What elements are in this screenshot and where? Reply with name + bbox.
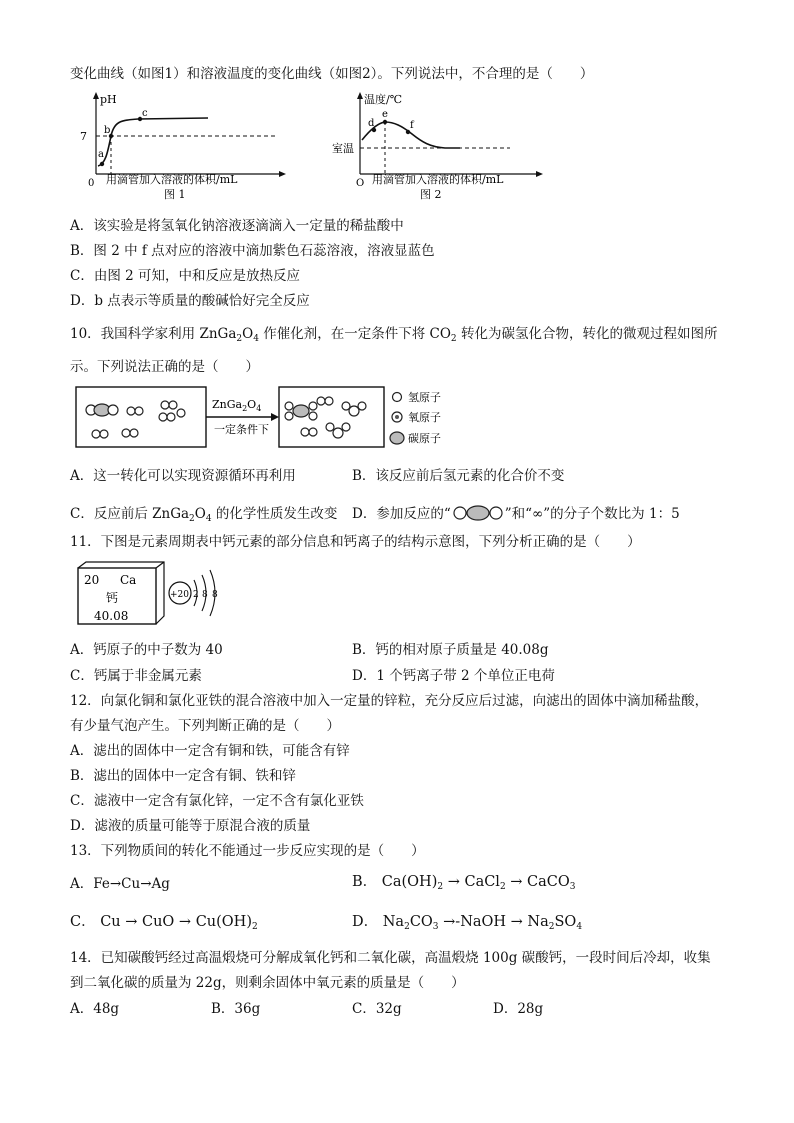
q9-option-b: B．图 2 中 f 点对应的溶液中滴加紫色石蕊溶液，溶液显蓝色: [70, 243, 435, 259]
fig2-origin: O: [356, 178, 365, 189]
shell-3: 8: [212, 590, 218, 600]
q11-option-a: A．钙原子的中子数为 40: [70, 642, 223, 658]
question-intro: 变化曲线（如图1）和溶液温度的变化曲线（如图2）。下列说法中，不合理的是（ ）: [70, 66, 594, 82]
q12-option-a: A．滤出的固体中一定含有铜和铁，可能含有锌: [70, 743, 350, 759]
co2-molecule-icon: [451, 505, 505, 521]
ph-curve-figure: [78, 90, 308, 202]
q10-option-a: A．这一转化可以实现资源循环再利用: [70, 468, 296, 484]
fig1-xlabel: 用滴管加入溶液的体积/mL: [106, 173, 238, 186]
q12-option-c: C．滤液中一定含有氯化锌，一定不含有氯化亚铁: [70, 793, 364, 809]
nucleus-charge: +20: [170, 590, 189, 600]
shell-1: 2: [193, 590, 199, 600]
reaction-micro-diagram: [74, 384, 474, 454]
condition-label: 一定条件下: [214, 423, 269, 436]
fig2-caption: 图 2: [420, 188, 442, 201]
legend-carbon: 碳原子: [408, 432, 441, 445]
tile-name: 钙: [106, 591, 119, 605]
legend-oxygen: 氧原子: [408, 411, 441, 424]
tile-atomic-number: 20: [84, 573, 100, 587]
shell-2: 8: [202, 590, 208, 600]
catalyst-label: $ZnGa_2O_4$: [212, 398, 262, 413]
q13-option-a: A．Fe→Cu→Ag: [70, 876, 170, 892]
q12-stem-line2: 有少量气泡产生。下列判断正确的是（ ）: [70, 718, 340, 734]
q10-option-c: C．反应前后 $ZnGa_2O_4$ 的化学性质发生改变: [70, 506, 338, 524]
fig2-room-temp: 室温: [332, 142, 354, 155]
q11-stem: 11．下图是元素周期表中钙元素的部分信息和钙离子的结构示意图，下列分析正确的是（ ）: [70, 534, 641, 550]
fig1-point-b: b: [104, 125, 111, 136]
q12-option-b: B．滤出的固体中一定含有铜、铁和锌: [70, 768, 296, 784]
fig1-caption: 图 1: [164, 188, 186, 201]
q14-option-d: D．28g: [493, 1001, 544, 1017]
q13-option-b: B． $Ca(OH)_2$ → CaCl$_2$ → CaCO$_3$: [352, 874, 576, 892]
fig2-xlabel: 用滴管加入溶液的体积/mL: [372, 173, 504, 186]
q11-option-c: C．钙属于非金属元素: [70, 668, 202, 684]
carbon-atom-icon: [390, 432, 404, 444]
q10-option-b: B．该反应前后氢元素的化合价不变: [352, 468, 565, 484]
q13-stem: 13．下列物质间的转化不能通过一步反应实现的是（ ）: [70, 843, 425, 859]
fig2-ylabel: 温度/℃: [364, 93, 403, 106]
tile-symbol: Ca: [120, 573, 137, 587]
fig2-point-d: d: [368, 118, 375, 129]
q14-option-c: C．32g: [352, 1001, 402, 1017]
q11-option-b: B．钙的相对原子质量是 40.08g: [352, 642, 549, 658]
q12-option-d: D．滤液的质量可能等于原混合液的质量: [70, 818, 311, 834]
q14-option-a: A．48g: [70, 1001, 120, 1017]
q13-option-c: C． Cu → CuO → $Cu(OH)_2$: [70, 914, 258, 932]
q12-stem-line1: 12．向氯化铜和氯化亚铁的混合溶液中加入一定量的锌粒，充分反应后过滤，向滤出的固体中滴加稀盐酸，: [70, 693, 709, 709]
q10-option-d: D．参加反应的“ ”和“∞”的分子个数比为 1：5: [352, 506, 680, 522]
fig1-point-c: c: [142, 108, 148, 119]
q14-stem-line1: 14．已知碳酸钙经过高温煅烧可分解成氧化钙和二氧化碳，高温煅烧 100g 碳酸钙，一段时间后冷却，收集: [70, 950, 711, 966]
tile-mass: 40.08: [94, 609, 129, 623]
fig1-seven: 7: [80, 130, 87, 143]
calcium-info-figure: [76, 560, 236, 628]
fig1-point-a: a: [98, 149, 104, 160]
fig2-point-e: e: [382, 109, 388, 120]
fig1-ylabel: pH: [100, 93, 117, 106]
q10-stem-line2: 示。下列说法正确的是（ ）: [70, 359, 259, 375]
temperature-curve-figure: [330, 90, 565, 202]
fig1-origin: 0: [88, 178, 95, 189]
q10-stem-line1: 10．我国科学家利用 $ZnGa_2O_4$ 作催化剂，在一定条件下将 $CO_2$ 转化为碳氢化合物，转化的微观过程如图所: [70, 326, 718, 344]
hydrogen-atom-icon: [393, 393, 402, 402]
q14-stem-line2: 到二氧化碳的质量为 22g，则剩余固体中氧元素的质量是（ ）: [70, 975, 465, 991]
q14-option-b: B．36g: [211, 1001, 261, 1017]
co2-molecule: [86, 404, 118, 416]
q13-option-d: D． $Na_2CO_3$ →‑NaOH → $Na_2SO_4$: [352, 914, 583, 932]
q9-option-c: C．由图 2 可知，中和反应是放热反应: [70, 268, 301, 284]
q9-option-d: D．b 点表示等质量的酸碱恰好完全反应: [70, 293, 310, 309]
q9-option-a: A．该实验是将氢氧化钠溶液逐滴滴入一定量的稀盐酸中: [70, 218, 404, 234]
fig2-point-f: f: [410, 120, 414, 131]
legend-hydrogen: 氢原子: [408, 391, 441, 404]
q11-option-d: D．1 个钙离子带 2 个单位正电荷: [352, 668, 555, 684]
